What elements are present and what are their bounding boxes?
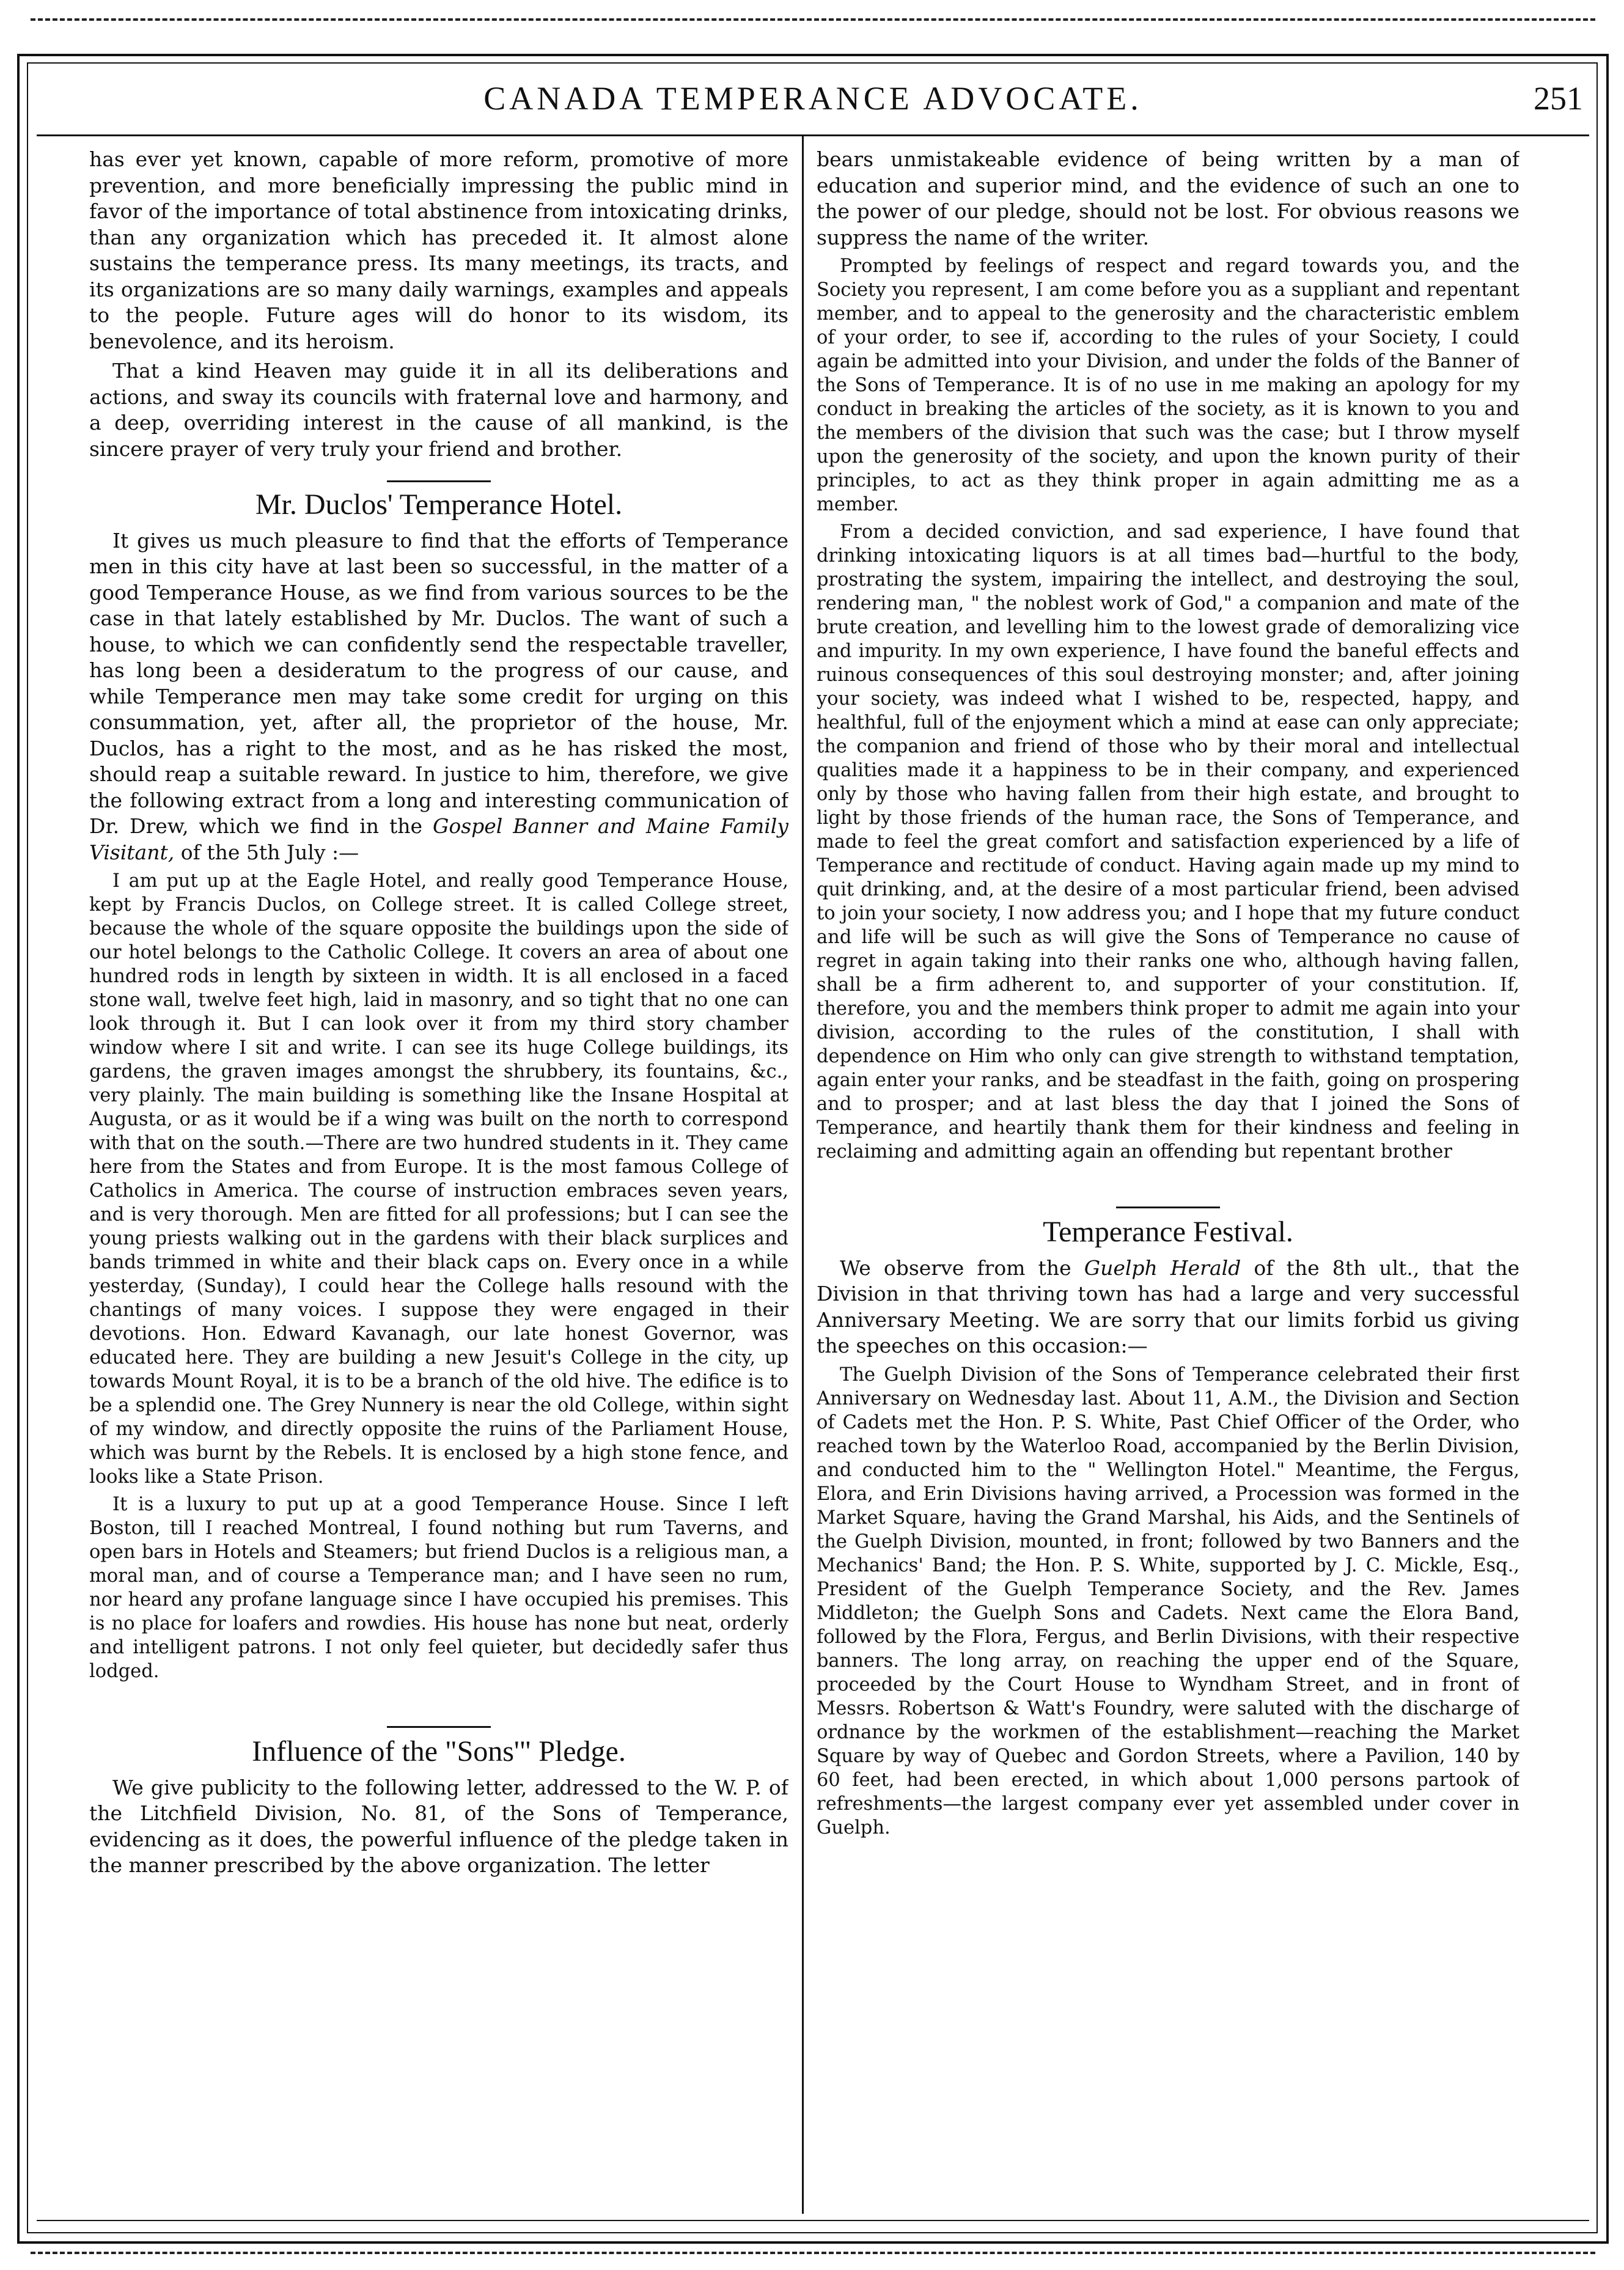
bottom-rule	[37, 2220, 1589, 2221]
masthead-title: CANADA TEMPERANCE ADVOCATE.	[483, 80, 1142, 117]
section-title-pledge: Influence of the "Sons'" Pledge.	[252, 1735, 626, 1768]
top-dashed-border	[31, 18, 1595, 21]
section-title-hotel: Mr. Duclos' Temperance Hotel.	[255, 488, 623, 521]
left-column	[89, 147, 788, 2215]
right-column	[817, 147, 1519, 2215]
pledge-intro-paragraph: We give publicity to the following letter, addressed to the W. P. of the Litchfield Division, No. 81, of the Sons of Temperance, evidencing as it does, the powerful influence of the pledge taken in the manner prescribed by the above organization. The letter	[89, 1775, 788, 1877]
hotel-letter-paragraph: I am put up at the Eagle Hotel, and really good Temperance House, kept by Francis Duclos, on College street. It is called College street, because the whole of the square opposite the buildings upon the side of our hotel belongs to the Catholic College. It covers an area of about one hundred rods in length by sixteen in width. It is all enclosed in a faced stone wall, twelve feet high, laid in masonry, and so tight that no one can look through it. But I can look over it from my third story chamber window where I sit and write. I can see its huge College buildings, its gardens, the graven images amongst the shrubbery, its fountains, &c., very plainly. The main building is something like the Insane Hospital at Augusta, or as it would be if a wing was built on the north to correspond with that on the south.—There are two hundred students in it. They came here from the States and from Europe. It is the most famous College of Catholics in America. The course of instruction embraces seven years, and is very thorough. Men are fitted for all professions; but I can see the young priests walking out in the gardens with their black surplices and bands trimmed in white and their black caps on. Every once in a while yesterday, (Sunday), I could hear the College halls resound with the chantings of many voices. I suppose they were engaged in their devotions. Hon. Edward Kavanagh, our late honest Governor, was educated here. They are building a new Jesuit's College in the city, up towards Mount Royal, it is to be a branch of the old hive. The edifice is to be a splendid one. The Grey Nunnery is near the old College, within sight of my window, and directly opposite the ruins of the Parliament House, which was burnt by the Rebels. It is enclosed by a high stone fence, and looks like a State Prison.	[89, 870, 788, 1488]
closing-paragraph: That a kind Heaven may guide it in all its deliberations and actions, and sway its councils with fraternal love and harmony, and a deep, overriding interest in the cause of all mankind, is the sincere prayer of very truly your friend and brother.	[89, 359, 788, 461]
pledge-letter-paragraph: Prompted by feelings of respect and regard towards you, and the Society you represent, I am come before you as a suppliant and repentant member, and to appeal to the generosity and the characteristic emblem of your order, to see if, according to the rules of your Society, I could again be admitted into your Division, and under the folds of the Banner of the Sons of Temperance. It is of no use in me making an apology for my conduct in breaking the articles of the society, as it is known to you and the members of the division that such was the case; but I throw myself upon the generosity of the society, and upon the known purity of their principles, to act as they think proper in again admitting me as a member.	[817, 255, 1519, 515]
section-title-festival: Temperance Festival.	[1043, 1216, 1293, 1248]
pledge-letter-paragraph: From a decided conviction, and sad experience, I have found that drinking intoxicating liquors is at all times bad—hurtful to the body, prostrating the system, impairing the intellect, and destroying the soul, rendering man, " the noblest work of God," a companion and mate of the brute creation, and levelling him to the lowest grade of demoralizing vice and impurity. In my own experience, I have found the baneful effects and ruinous consequences of this soul destroying monster; and, after joining your society, was indeed what I wished to be, respected, happy, and healthful, full of the enjoyment which a mind at ease can only appreciate; the companion and friend of those who by their moral and intellectual qualities made it a happiness to be in their company, and experienced only by those who having fallen from their high estate, and brought to light by those friends of the human race, the Sons of Temperance, and made to feel the great comfort and satisfaction experienced by a life of Temperance and rectitude of conduct. Having again made up my mind to quit drinking, and, at the desire of a most particular friend, been advised to join your society, I now address you; and I hope that my future conduct and life will be such as will give the Sons of Temperance no cause of regret in again taking into their ranks one who, although having fallen, shall be a firm adherent to, and supporter of your constitution. If, therefore, you and the members think proper to admit me again into your division, according to the rules of the constitution, I shall with dependence on Him who only can give strength to withstand temptation, again enter your ranks, and be steadfast in the faith, going on prospering and to prosper; and at last bless the day that I joined the Sons of Temperance, and heartily thank them for their kindness and feeling in reclaiming and admitting again an offending but repentant brother	[817, 521, 1519, 1163]
pledge-continued-paragraph: bears unmistakeable evidence of being written by a man of education and superior mind, and the evidence of such an one to the power of our pledge, should not be lost. For obvious reasons we suppress the name of the writer.	[817, 147, 1519, 249]
section-rule	[1116, 1207, 1220, 1208]
continued-paragraph: has ever yet known, capable of more reform, promotive of more prevention, and more beneficially impressing the public mind in favor of the importance of total abstinence from intoxicating drinks, than any organization which has preceded it. It almost alone sustains the temperance press. Its many meetings, its tracts, and its organizations are so many daily warnings, examples and appeals to the people. Future ages will do honor to its wisdom, its benevolence, and its heroism.	[89, 147, 788, 353]
source-title: Gospel Banner and Maine Family Visitant,	[89, 814, 788, 864]
header-rule	[37, 134, 1589, 136]
section-rule	[387, 480, 491, 482]
source-title: Guelph Herald	[1084, 1255, 1241, 1280]
bottom-dashed-border	[31, 2252, 1595, 2254]
section-rule	[387, 1726, 491, 1728]
festival-report-paragraph: The Guelph Division of the Sons of Temperance celebrated their first Anniversary on Wednesday last. About 11, A.M., the Division and Section of Cadets met the Hon. P. S. White, Past Chief Officer of the Order, who reached town by the Waterloo Road, accompanied by the Berlin Division, and conducted him to the " Wellington Hotel." Meantime, the Fergus, Elora, and Erin Divisions having arrived, a Procession was formed in the Market Square, having the Grand Marshal, his Aids, and the Sentinels of the Guelph Division, mounted, in front; followed by two Banners and the Mechanics' Band; the Hon. P. S. White, supported by J. C. Mickle, Esq., President of the Guelph Temperance Society, and the Rev. James Middleton; the Guelph Sons and Cadets. Next came the Elora Band, followed by the Flora, Fergus, and Berlin Divisions, with their respective banners. The long array, on reaching the upper end of the Square, proceeded by the Court House to Wyndham Street, and in front of Messrs. Robertson & Watt's Foundry, were saluted with the discharge of ordnance by the workmen of the establishment—reaching the Market Square by way of Quebec and Gordon Streets, where a Pavilion, 140 by 60 feet, had been erected, in which about 1,000 persons partook of refreshments—the largest company ever yet assembled under cover in Guelph.	[817, 1364, 1519, 1838]
hotel-intro-paragraph: It gives us much pleasure to find that the efforts of Temperance men in this city have at last been so successful, in the matter of a good Temperance House, as we find from various sources to be the case in that lately established by Mr. Duclos. The want of such a house, to which we can confidently send the respectable traveller, has long been a desideratum to the progress of our cause, and while Temperance men may take some credit for urging on this consummation, yet, after all, the proprietor of the house, Mr. Duclos, has a right to the most, and as he has risked the most, should reap a suitable reward. In justice to him, therefore, we give the following extract from a long and interesting communication of Dr. Drew, which we find in the Gospel Banner and Maine Family Visitant, of the 5th July :—	[89, 528, 788, 864]
column-divider	[802, 136, 804, 2214]
festival-intro-paragraph: We observe from the Guelph Herald of the 8th ult., that the Division in that thriving town has had a large and very successful Anniversary Meeting. We are sorry that our limits forbid us giving the speeches on this occasion:—	[817, 1255, 1519, 1357]
page-number: 251	[1534, 80, 1583, 117]
hotel-letter-paragraph: It is a luxury to put up at a good Temperance House. Since I left Boston, till I reached Montreal, I found nothing but rum Taverns, and open bars in Hotels and Steamers; but friend Duclos is a religious man, a moral man, and of course a Temperance man; and I have seen no rum, nor heard any profane language since I have occupied his premises. This is no place for loafers and rowdies. His house has none but neat, orderly and intelligent patrons. I not only feel quieter, but decidedly safer thus lodged.	[89, 1494, 788, 1682]
page-header	[37, 73, 1589, 130]
